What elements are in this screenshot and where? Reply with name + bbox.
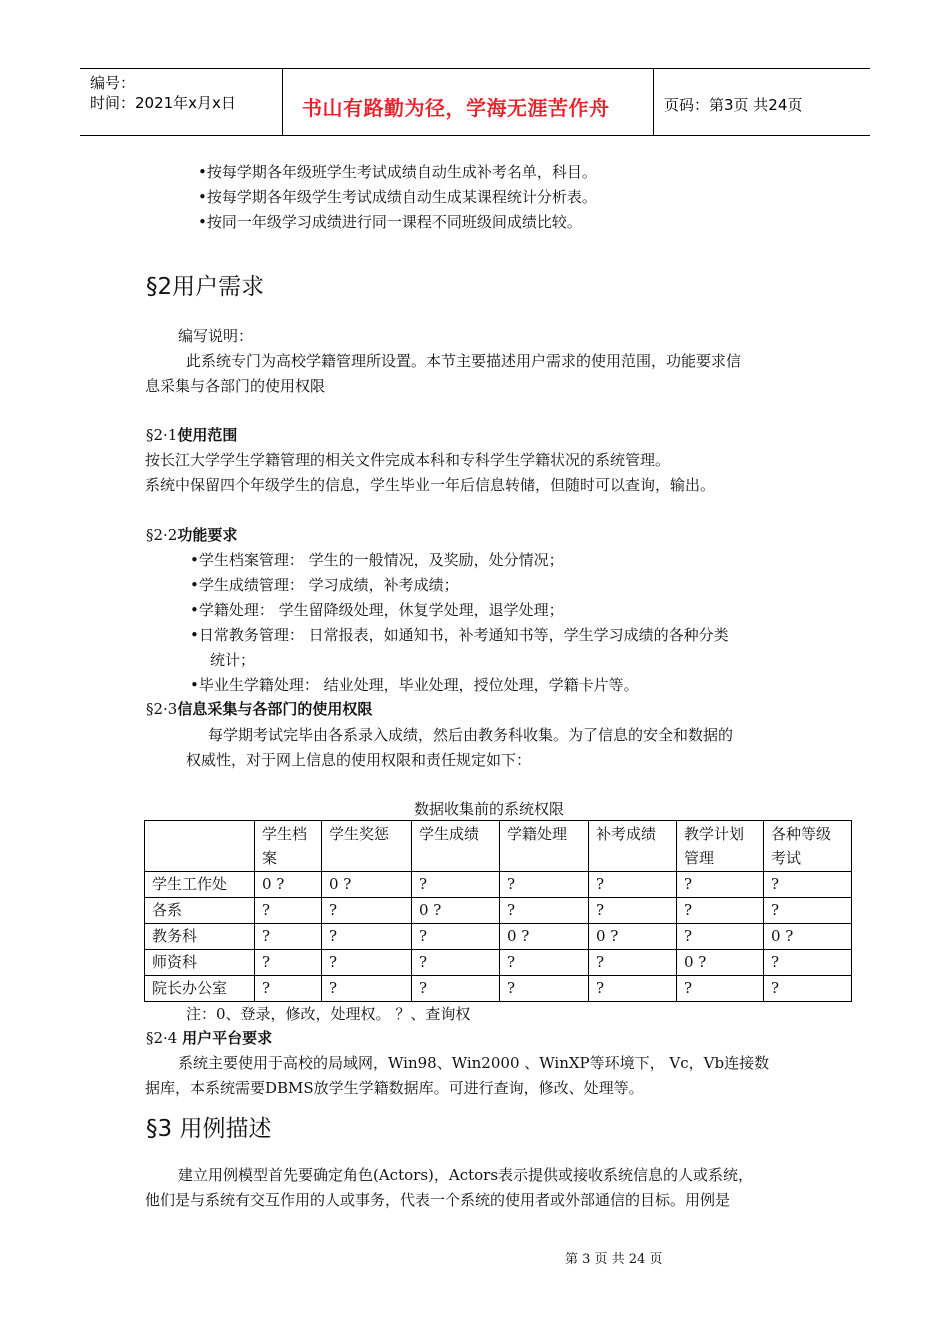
s21-number: §2·1 [146, 426, 178, 444]
s22-heading [146, 524, 237, 545]
table-row [145, 924, 852, 950]
s24-number: §2·4 [146, 1029, 178, 1047]
s22-item-4: •日常教务管理： 日常报表，如通知书，补考通知书等，学生学习成绩的各种分类 [190, 626, 729, 644]
table-cell: 0 ? [322, 872, 412, 898]
table-cell: ? [764, 872, 852, 898]
table-header-cell: 学生成绩 [412, 821, 500, 872]
section2-desc-line1: 此系统专门为高校学籍管理所设置。本节主要描述用户需求的使用范围，功能要求信 [186, 352, 742, 370]
table-note: 注：0、登录，修改，处理权。 ？、查询权 [186, 1005, 471, 1023]
section2-desc-line2: 息采集与各部门的使用权限 [145, 377, 326, 395]
table-caption: 数据收集前的系统权限 [414, 800, 565, 818]
table-header-cell: 各种等级考试 [764, 821, 852, 872]
intro-bullet-2: •按每学期各年级学生考试成绩自动生成某课程统计分析表。 [198, 188, 597, 206]
table-cell: ? [764, 976, 852, 1002]
header-page-label: 页码：第3页 共24页 [664, 96, 803, 114]
header-top-rule [80, 68, 870, 69]
table-cell: ? [677, 924, 764, 950]
s23-title: 信息采集与各部门的使用权限 [177, 700, 373, 718]
header-time-label: 时间：2021年x月x日 [90, 94, 236, 112]
table-cell: ? [677, 872, 764, 898]
s22-number: §2·2 [146, 526, 178, 544]
table-cell: ? [677, 898, 764, 924]
s24-title: 用户平台要求 [182, 1029, 273, 1047]
table-cell: ? [589, 976, 677, 1002]
header-bottom-rule [80, 135, 870, 136]
intro-bullet-3: •按同一年级学习成绩进行同一课程不同班级间成绩比较。 [198, 213, 582, 231]
table-cell: ? [589, 950, 677, 976]
s21-heading [146, 424, 237, 445]
s22-item-4-cont: 统计； [210, 651, 256, 669]
table-cell: ? [322, 924, 412, 950]
table-cell: ? [255, 924, 322, 950]
s22-item-1: •学生档案管理： 学生的一般情况，及奖励，处分情况； [190, 551, 564, 569]
table-cell: 0 ? [500, 924, 589, 950]
table-cell: 学生工作处 [145, 872, 255, 898]
table-cell: ? [589, 872, 677, 898]
table-cell: ? [412, 976, 500, 1002]
s22-title: 功能要求 [177, 526, 238, 544]
section3-heading: §3 用例描述 [146, 1116, 272, 1142]
table-cell: ? [255, 898, 322, 924]
table-cell: ? [500, 950, 589, 976]
page-footer: 第 3 页 共 24 页 [565, 1252, 663, 1267]
header-divider-right [653, 68, 654, 136]
table-cell: ? [322, 950, 412, 976]
header-divider-left [282, 68, 283, 136]
s22-item-2: •学生成绩管理： 学习成绩，补考成绩； [190, 576, 459, 594]
section2-note-label: 编写说明： [178, 327, 254, 345]
table-cell: ? [764, 898, 852, 924]
table-cell: ? [589, 898, 677, 924]
table-row [145, 898, 852, 924]
table-header-cell: 学生档案 [255, 821, 322, 872]
permission-table [144, 820, 852, 1002]
table-header-cell: 教学计划管理 [677, 821, 764, 872]
s21-title: 使用范围 [177, 426, 238, 444]
s24-line1: 系统主要使用于高校的局域网，Win98、Win2000 、WinXP等环境下， Vc，Vb连接数 [178, 1054, 770, 1072]
section3-line1: 建立用例模型首先要确定角色(Actors)，Actors表示提供或接收系统信息的人或系统， [178, 1166, 754, 1184]
table-cell: ? [677, 976, 764, 1002]
section3-line2: 他们是与系统有交互作用的人或事务，代表一个系统的使用者或外部通信的目标。用例是 [145, 1191, 731, 1209]
table-cell: ? [255, 950, 322, 976]
s24-heading [146, 1027, 272, 1048]
table-row [145, 950, 852, 976]
table-header-cell: 学籍处理 [500, 821, 589, 872]
table-cell: 0 ? [677, 950, 764, 976]
table-cell: ? [412, 924, 500, 950]
table-header-row [145, 821, 852, 872]
table-cell: 师资科 [145, 950, 255, 976]
table-cell: ? [500, 976, 589, 1002]
table-cell: 0 ? [412, 898, 500, 924]
s23-line1: 每学期考试完毕由各系录入成绩，然后由教务科收集。为了信息的安全和数据的 [208, 726, 734, 744]
s23-line2: 权威性，对于网上信息的使用权限和责任规定如下： [186, 751, 532, 769]
table-header-cell [145, 821, 255, 872]
s23-heading [146, 698, 372, 719]
table-row [145, 976, 852, 1002]
table-cell: ? [500, 898, 589, 924]
s23-number: §2·3 [146, 700, 178, 718]
header-code-label: 编号： [90, 74, 136, 92]
table-cell: ? [412, 872, 500, 898]
s22-item-3: •学籍处理： 学生留降级处理，休复学处理，退学处理； [190, 601, 564, 619]
table-row [145, 872, 852, 898]
table-cell: 各系 [145, 898, 255, 924]
s24-line2: 据库，本系统需要DBMS放学生学籍数据库。可进行查询，修改、处理等。 [145, 1079, 644, 1097]
table-cell: ? [255, 976, 322, 1002]
table-cell: ? [764, 950, 852, 976]
table-header-cell: 学生奖惩 [322, 821, 412, 872]
s21-line1: 按长江大学学生学籍管理的相关文件完成本科和专科学生学籍状况的系统管理。 [145, 451, 671, 469]
table-cell: 教务科 [145, 924, 255, 950]
header-motto: 书山有路勤为径，学海无涯苦作舟 [302, 96, 610, 120]
table-cell: 0 ? [255, 872, 322, 898]
table-cell: 0 ? [589, 924, 677, 950]
intro-bullet-1: •按每学期各年级班学生考试成绩自动生成补考名单，科目。 [198, 163, 597, 181]
table-cell: 院长办公室 [145, 976, 255, 1002]
table-cell: ? [412, 950, 500, 976]
table-cell: 0 ? [764, 924, 852, 950]
table-cell: ? [322, 898, 412, 924]
s22-item-5: •毕业生学籍处理： 结业处理，毕业处理，授位处理，学籍卡片等。 [190, 676, 639, 694]
table-cell: ? [500, 872, 589, 898]
section2-heading: §2用户需求 [146, 274, 265, 300]
table-cell: ? [322, 976, 412, 1002]
s21-line2: 系统中保留四个年级学生的信息，学生毕业一年后信息转储，但随时可以查询，输出。 [145, 476, 716, 494]
table-header-cell: 补考成绩 [589, 821, 677, 872]
